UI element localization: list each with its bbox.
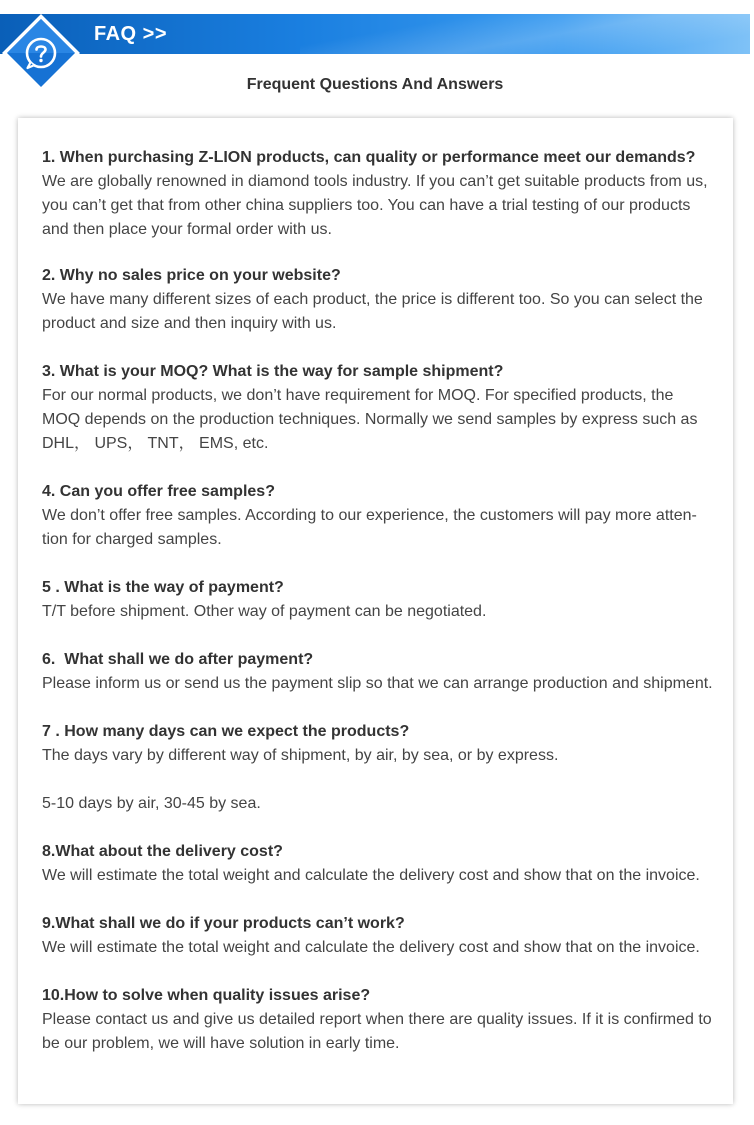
banner-title: FAQ >> (94, 23, 168, 45)
faq-question: 6. What shall we do after payment? (42, 651, 314, 668)
faq-answer: Please inform us or send us the payment slip so that we can arrange production and shipment. (42, 675, 713, 692)
faq-item (42, 360, 714, 456)
faq-item (42, 912, 714, 960)
faq-question: 3. What is your MOQ? What is the way for sample shipment? (42, 363, 504, 380)
faq-question: 5 . What is the way of payment? (42, 579, 284, 596)
faq-item (42, 264, 714, 336)
faq-item (42, 648, 714, 696)
help-question-icon (0, 12, 82, 94)
faq-item (42, 576, 714, 624)
faq-question: 4. Can you offer free samples? (42, 483, 275, 500)
faq-answer: We will estimate the total weight and calculate the delivery cost and show that on the invoice. (42, 867, 700, 884)
faq-answer: The days vary by different way of shipment, by air, by sea, or by express. (42, 747, 559, 764)
faq-question: 1. When purchasing Z-LION products, can quality or performance meet our demands? (42, 149, 696, 166)
faq-answer: We will estimate the total weight and calculate the delivery cost and show that on the invoice. (42, 939, 700, 956)
faq-answer: We are globally renowned in diamond tools industry. If you can’t get suitable products from us, you can’t get that from other china suppliers too. You can have a trial testing of our products and then place your formal order with us. (42, 173, 708, 238)
faq-answer: We don’t offer free samples. According to our experience, the customers will pay more atten-tion for charged samples. (42, 507, 697, 548)
faq-answer: Please contact us and give us detailed report when there are quality issues. If it is confirmed to be our problem, we will have solution in early time. (42, 1011, 712, 1052)
faq-item (42, 984, 714, 1056)
faq-question: 9.What shall we do if your products can’t work? (42, 915, 405, 932)
faq-item (42, 146, 714, 242)
faq-banner (0, 14, 750, 54)
faq-item (42, 840, 714, 888)
faq-list (42, 146, 714, 1056)
faq-question: 2. Why no sales price on your website? (42, 267, 341, 284)
faq-question: 8.What about the delivery cost? (42, 843, 283, 860)
faq-question: 7 . How many days can we expect the products? (42, 723, 410, 740)
faq-card (18, 118, 733, 1104)
faq-answer: We have many different sizes of each product, the price is different too. So you can select the product and size and then inquiry with us. (42, 291, 703, 332)
faq-answer-extra: 5-10 days by air, 30-45 by sea. (42, 795, 261, 812)
faq-answer: For our normal products, we don’t have requirement for MOQ. For specified products, the MOQ depends on the production techniques. Normally we send samples by express such as DHL， UPS， TNT， EMS, etc. (42, 387, 698, 452)
faq-item (42, 720, 714, 816)
faq-question: 10.How to solve when quality issues arise? (42, 987, 371, 1004)
page-subtitle: Frequent Questions And Answers (246, 76, 504, 93)
faq-item (42, 480, 714, 552)
faq-answer: T/T before shipment. Other way of payment can be negotiated. (42, 603, 487, 620)
